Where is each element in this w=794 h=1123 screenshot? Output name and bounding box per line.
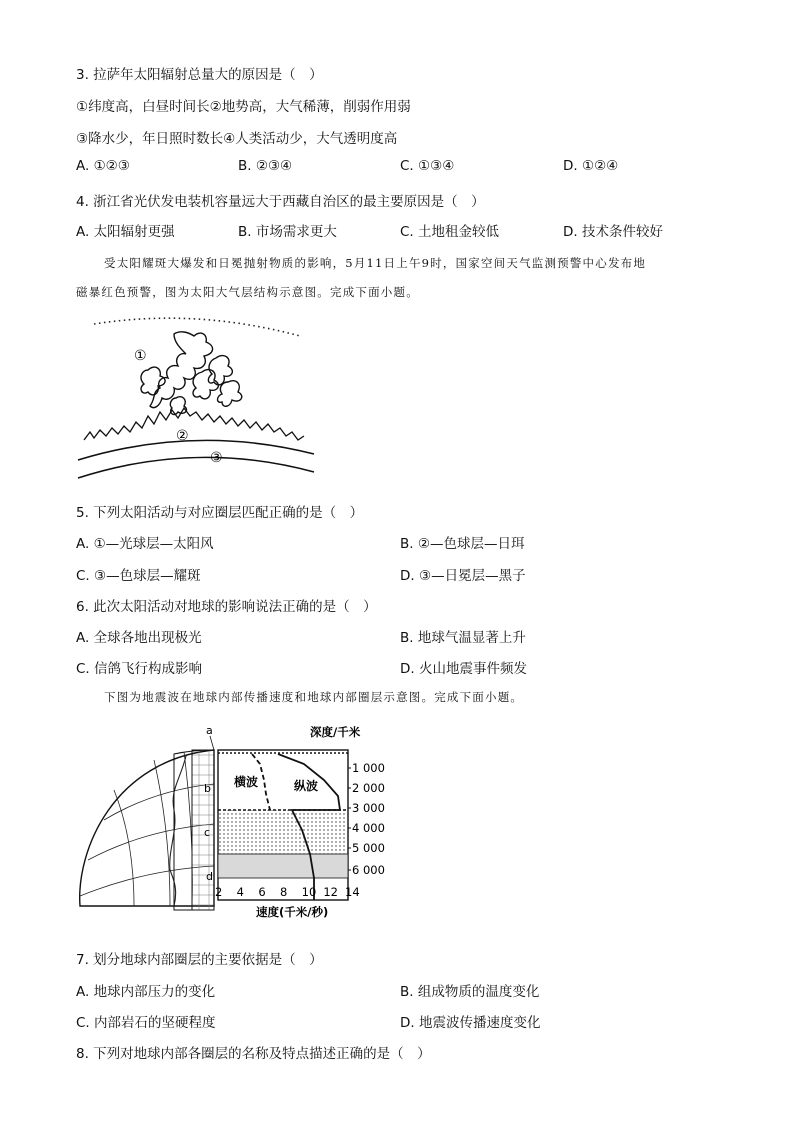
solar-atmosphere-figure: [76, 312, 316, 484]
q5-option-d: D. ③—日冕层—黑子: [400, 568, 526, 584]
q7-option-a: A. 地球内部压力的变化: [76, 984, 216, 1000]
speed-tick-label: 6: [258, 885, 266, 899]
depth-tick-label: 6 000: [352, 863, 385, 877]
q3-statement-line1: ①纬度高，白昼时间长②地势高，大气稀薄，削弱作用弱: [76, 99, 411, 115]
q6-option-c: C. 信鸽飞行构成影响: [76, 661, 203, 677]
speed-tick-labels: [215, 885, 360, 899]
s-wave-label: 横波: [234, 775, 259, 789]
layer-letter-a: a: [206, 724, 213, 737]
depth-axis-title: 深度/千米: [310, 725, 361, 739]
q4-option-a: A. 太阳辐射更强: [76, 224, 175, 240]
speed-tick-label: 4: [236, 885, 244, 899]
q3-option-d: D. ①②④: [563, 158, 619, 174]
outer-core-fill: [218, 810, 348, 854]
q6-option-a: A. 全球各地出现极光: [76, 630, 202, 646]
prominence-flames: [141, 332, 242, 415]
depth-tick-label: 3 000: [352, 801, 385, 815]
inner-core-fill: [218, 854, 348, 878]
depth-tick-label: 1 000: [352, 761, 385, 775]
layer-letter-d: d: [206, 870, 213, 883]
speed-tick-label: 10: [301, 885, 317, 899]
layer-arc-inner: [78, 457, 314, 478]
q5-option-b: B. ②—色球层—日珥: [400, 536, 525, 552]
q5-stem: 5. 下列太阳活动与对应圈层匹配正确的是（ ）: [76, 505, 364, 521]
solar-label-3: ③: [210, 450, 223, 466]
intro1-line2: 磁暴红色预警，图为太阳大气层结构示意图。完成下面小题。: [76, 285, 419, 299]
q6-stem: 6. 此次太阳活动对地球的影响说法正确的是（ ）: [76, 599, 377, 615]
speed-tick-label: 8: [280, 885, 288, 899]
q4-stem: 4. 浙江省光伏发电装机容量远大于西藏自治区的最主要原因是（ ）: [76, 194, 485, 210]
q8-stem: 8. 下列对地球内部各圈层的名称及特点描述正确的是（ ）: [76, 1046, 431, 1062]
depth-tick-label: 5 000: [352, 841, 385, 855]
speed-tick-label: 2: [215, 885, 223, 899]
depth-tick-labels: [348, 761, 385, 877]
layer-letter-c: c: [204, 826, 211, 839]
q5-option-a: A. ①—光球层—太阳风: [76, 536, 214, 552]
layer-letter-b: b: [204, 782, 211, 795]
intro2-line1: 下图为地震波在地球内部传播速度和地球内部圈层示意图。完成下面小题。: [104, 690, 524, 704]
solar-label-2: ②: [176, 428, 189, 444]
solar-label-1: ①: [134, 348, 147, 364]
q3-option-a: A. ①②③: [76, 158, 130, 174]
earth-interior-figure: [74, 720, 385, 920]
q3-option-c: C. ①③④: [400, 158, 455, 174]
crust-band: [192, 750, 214, 910]
speed-tick-label: 14: [345, 885, 360, 899]
q3-stem: 3. 拉萨年太阳辐射总量大的原因是（ ）: [76, 67, 323, 83]
speed-axis-title: 速度(千米/秒): [256, 905, 329, 919]
q7-option-d: D. 地震波传播速度变化: [400, 1015, 541, 1031]
q7-option-b: B. 组成物质的温度变化: [400, 984, 540, 1000]
intro1-line1: 受太阳耀斑大爆发和日冕抛射物质的影响，5月11日上午9时，国家空间天气监测预警中心发布地: [104, 256, 647, 270]
q3-statement-line2: ③降水少，年日照时数长④人类活动少，大气透明度高: [76, 131, 398, 147]
q6-option-d: D. 火山地震事件频发: [400, 661, 527, 677]
q7-option-c: C. 内部岩石的坚硬程度: [76, 1015, 216, 1031]
q7-stem: 7. 划分地球内部圈层的主要依据是（ ）: [76, 952, 323, 968]
q4-option-c: C. 土地租金较低: [400, 224, 500, 240]
q3-option-b: B. ②③④: [238, 158, 293, 174]
q4-option-b: B. 市场需求更大: [238, 224, 337, 240]
q5-option-c: C. ③—色球层—耀斑: [76, 568, 201, 584]
depth-tick-label: 2 000: [352, 781, 385, 795]
photosphere-edge: [84, 408, 304, 440]
q6-option-b: B. 地球气温显著上升: [400, 630, 526, 646]
p-wave-label: 纵波: [294, 779, 319, 793]
q4-option-d: D. 技术条件较好: [563, 224, 663, 240]
depth-tick-label: 4 000: [352, 821, 385, 835]
speed-tick-label: 12: [323, 885, 338, 899]
